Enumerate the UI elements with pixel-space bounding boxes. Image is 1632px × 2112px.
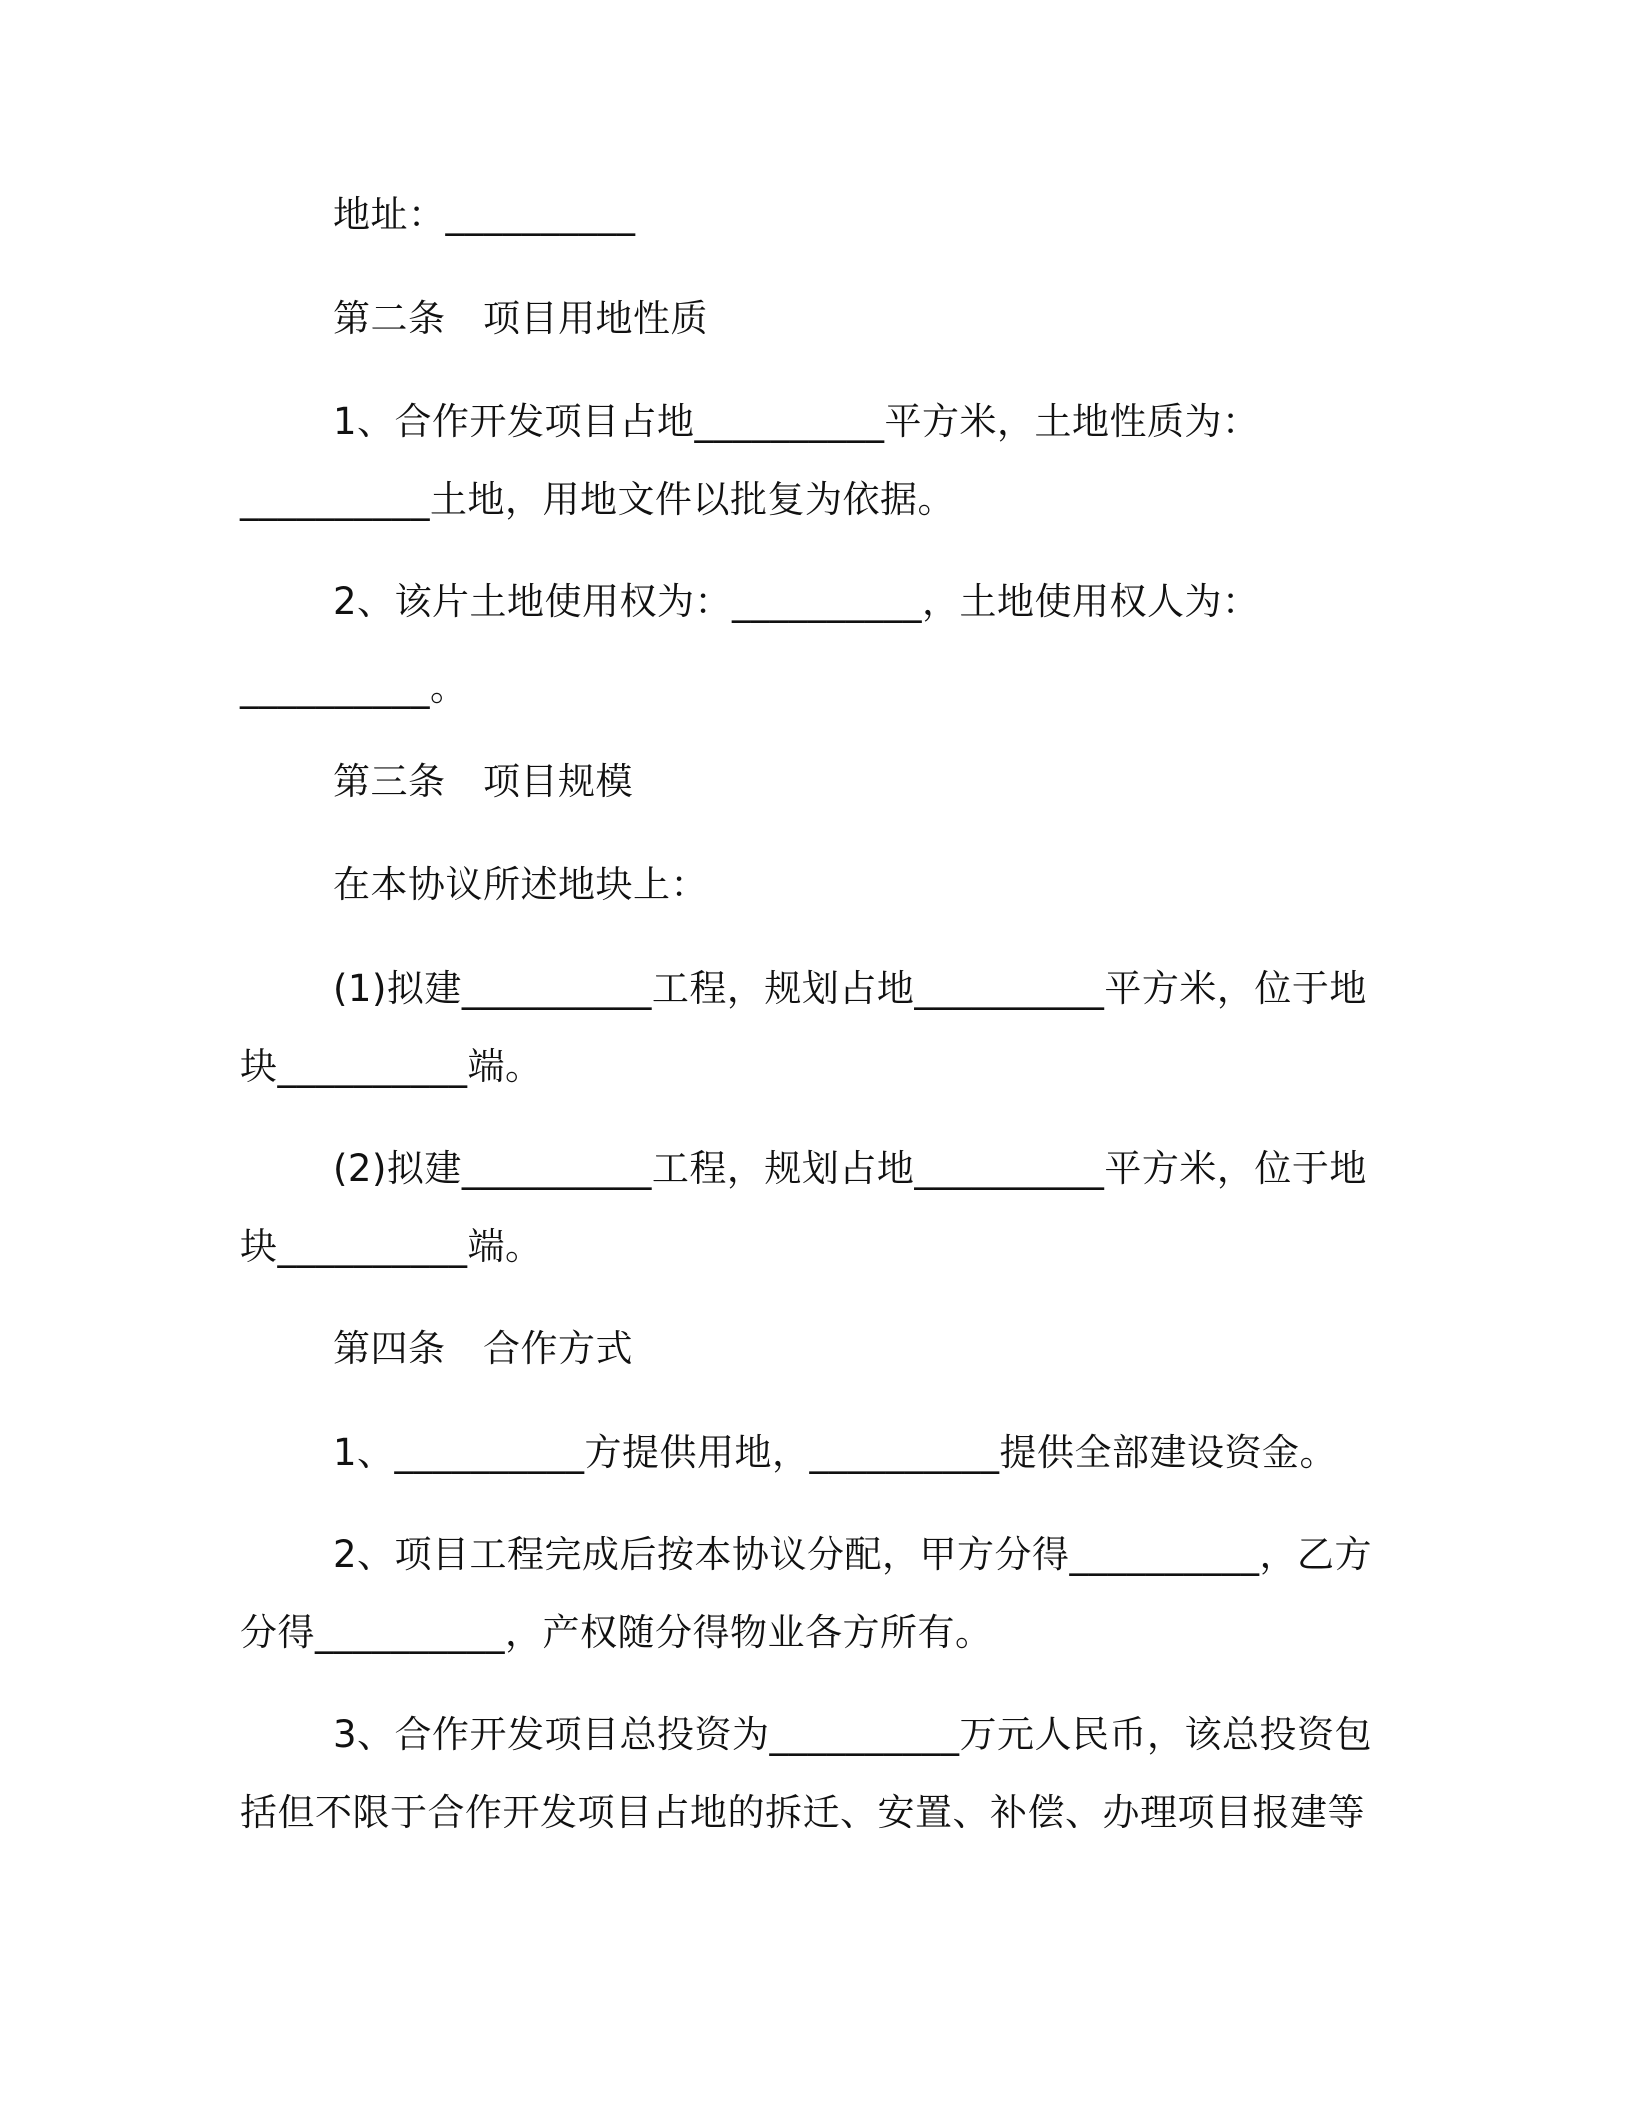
article-2-clause-2-line-2: __________。 — [240, 666, 468, 709]
article-4-clause-2-line-2: 分得__________，产权随分得物业各方所有。 — [240, 1611, 993, 1654]
article-4-clause-2-line-1: 2、项目工程完成后按本协议分配，甲方分得__________，乙方 — [333, 1533, 1373, 1576]
article-3-item-2-line-1: (2)拟建__________工程，规划占地__________平方米，位于地 — [333, 1147, 1367, 1190]
article-4-clause-3-line-2: 括但不限于合作开发项目占地的拆迁、安置、补偿、办理项目报建等 — [240, 1791, 1365, 1834]
article-3-item-1-line-2: 块__________端。 — [240, 1045, 543, 1088]
article-4-heading: 第四条 合作方式 — [333, 1327, 633, 1370]
article-3-intro: 在本协议所述地块上： — [333, 863, 708, 906]
article-2-heading: 第二条 项目用地性质 — [333, 297, 708, 340]
article-2-clause-1-line-1: 1、合作开发项目占地__________平方米，土地性质为： — [333, 400, 1260, 443]
address-line: 地址：__________ — [333, 193, 636, 236]
article-4-clause-1: 1、__________方提供用地，__________提供全部建设资金。 — [333, 1431, 1338, 1474]
article-2-clause-2-line-1: 2、该片土地使用权为：__________，土地使用权人为： — [333, 580, 1260, 623]
article-2-clause-1-line-2: __________土地，用地文件以批复为依据。 — [240, 478, 955, 521]
article-3-heading: 第三条 项目规模 — [333, 760, 633, 803]
article-3-item-2-line-2: 块__________端。 — [240, 1225, 543, 1268]
article-3-item-1-line-1: (1)拟建__________工程，规划占地__________平方米，位于地 — [333, 967, 1367, 1010]
article-4-clause-3-line-1: 3、合作开发项目总投资为__________万元人民币，该总投资包 — [333, 1713, 1373, 1756]
